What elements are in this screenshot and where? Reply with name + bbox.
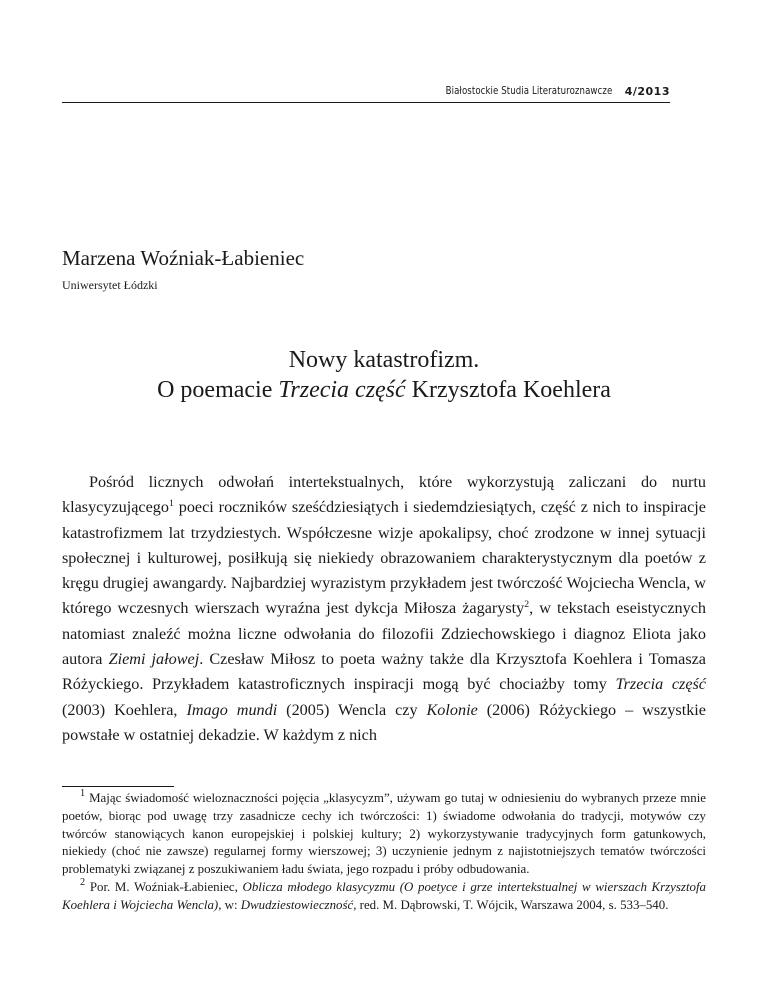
text-segment: poeci roczników sześćdziesiątych i siedemdziesiątych, część z nich to inspiracje katastrofizmem lat trzydziestych. Współczesne wizje apokalipsy, choć zrodzone w innej sytuacji społecznej i kulturowej, posiłkują się niekiedy obrazowaniem charakterystycznym dla poetów z kręgu drugiej awangardy. Najbardziej wyrazistym przykładem jest twórczość Wojciecha Wencla, w którego wczesnych wierszach wyraźna jest dykcja Miłosza żagarysty (62, 498, 706, 618)
footnote-text: , w: (218, 897, 241, 912)
text-segment: , w tekstach eseistycznych natomiast znaleźć można liczne odwołania do filozofii Zdziechowskiego i diagnoz Eliota jako autora (62, 599, 706, 669)
footnote-number: 2 (80, 876, 86, 888)
italic-title: Imago mundi (186, 700, 278, 719)
running-header (62, 80, 670, 103)
footnotes (62, 787, 706, 915)
title-suffix: Krzysztofa Koehlera (405, 377, 611, 403)
text-segment: (2005) Wencla czy (277, 700, 427, 719)
footnote-text: , red. M. Dąbrowski, T. Wójcik, Warszawa 2004, s. 533–540. (353, 897, 669, 912)
body-text (62, 470, 706, 748)
author-name: Marzena Woźniak-Łabieniec (62, 246, 305, 270)
italic-title: Dwudziestowieczność (240, 897, 354, 912)
text-segment: Pośród licznych odwołań intertekstualnych, które wykorzystują zaliczani do nurtu klasycyzującego (62, 473, 706, 517)
footnote-ref-2[interactable]: 2 (524, 599, 530, 611)
text-segment: . Czesław Miłosz to poeta ważny także dla Krzysztofa Koehlera i Tomasza Różyckiego. Przykładem katastroficznych inspiracji mogą być chociażby tomy (62, 650, 706, 694)
italic-title: Oblicza młodego klasycyzmu (O poetyce i grze intertekstualnej w wierszach Krzysztofa Koehlera i Wojciecha Wencla) (62, 879, 706, 912)
article-title (62, 345, 706, 405)
title-work: Trzecia część (278, 377, 406, 403)
footnote-text: Mając świadomość wieloznaczności pojęcia „klasycyzm”, używam go tutaj w odniesieniu do wybranych przeze mnie poetów, biorąc pod uwagę trzy zasadnicze cechy ich twórczości: 1) świadome odwołania do tradycji, motywów czy twórców stanowiących kanon europejskiej i polskiej kultury; 2) wykorzystywanie tradycyjnych form gatunkowych, niekiedy (choć nie zawsze) regularnej formy wierszowej; 3) uczynienie jednym z najistotniejszych tematów twórczości problematyki związanej z poszukiwaniem ładu świata, jego rozpadu i próby odbudowania. (62, 791, 706, 877)
title-line-2 (62, 375, 706, 405)
title-line-1: Nowy katastrofizm. (288, 347, 480, 373)
footnote-ref-1[interactable]: 1 (168, 498, 174, 510)
italic-title: Kolonie (426, 700, 478, 719)
footnote-divider (62, 786, 174, 787)
italic-title: Ziemi jałowej (108, 650, 200, 669)
author-affiliation: Uniwersytet Łódzki (62, 278, 158, 292)
text-segment: (2006) Różyckiego – wszystkie powstałe w ostatniej dekadzie. W każdym z nich (62, 700, 706, 744)
footnote-text: Por. M. Woźniak-Łabieniec, (85, 879, 243, 894)
italic-title: Trzecia część (615, 675, 706, 694)
footnote-number: 1 (80, 787, 86, 799)
paragraph (62, 470, 706, 748)
journal-name: Białostockie Studia Literaturoznawcze (445, 85, 613, 97)
title-prefix: O poemacie (157, 377, 279, 403)
text-segment: (2003) Koehlera, (62, 700, 187, 719)
footnote-2 (62, 876, 706, 915)
footnote-1 (62, 787, 706, 879)
issue-number: 4/2013 (624, 84, 670, 98)
